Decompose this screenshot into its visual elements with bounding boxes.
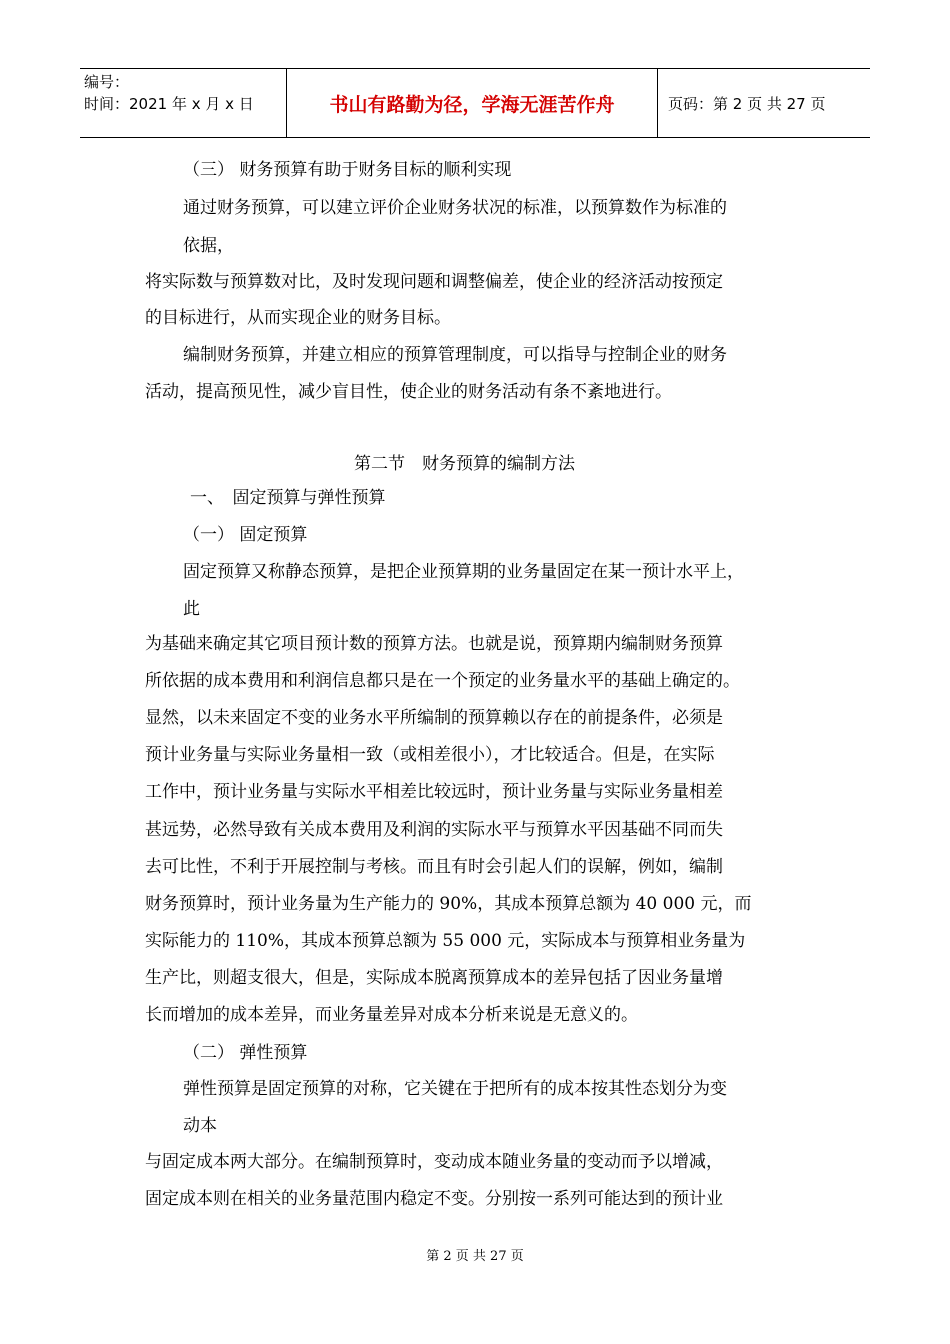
header-motto: 书山有路勤为径，学海无涯苦作舟	[287, 69, 658, 137]
paragraph-line: 所依据的成本费用和利润信息都只是在一个预定的业务量水平的基础上确定的。	[145, 671, 740, 691]
section-heading: 一、 固定预算与弹性预算	[190, 488, 386, 508]
paragraph-line: 依据，	[183, 236, 234, 256]
time-label: 时间：2021 年 x 月 x 日	[84, 95, 254, 113]
paragraph-line: 与固定成本两大部分。在编制预算时，变动成本随业务量的变动而予以增减，	[145, 1152, 723, 1172]
paragraph-line: 为基础来确定其它项目预计数的预算方法。也就是说，预算期内编制财务预算	[145, 634, 723, 654]
paragraph-line: 去可比性，不利于开展控制与考核。而且有时会引起人们的误解，例如，编制	[145, 857, 723, 877]
paragraph-line: 显然，以未来固定不变的业务水平所编制的预算赖以存在的前提条件，必须是	[145, 708, 723, 728]
paragraph-line: 实际能力的 110%，其成本预算总额为 55 000 元，实际成本与预算相业务量为	[145, 931, 746, 951]
subsection-heading: （一） 固定预算	[183, 525, 308, 545]
paragraph-line: 的目标进行，从而实现企业的财务目标。	[145, 308, 451, 328]
paragraph-line: 通过财务预算，可以建立评价企业财务状况的标准，以预算数作为标准的	[183, 198, 727, 218]
paragraph-line: 编制财务预算，并建立相应的预算管理制度，可以指导与控制企业的财务	[183, 345, 727, 365]
paragraph-line: 预计业务量与实际业务量相一致（或相差很小），才比较适合。但是，在实际	[145, 745, 715, 765]
header-page-info: 页码：第 2 页 共 27 页	[668, 94, 826, 113]
paragraph-line: 工作中，预计业务量与实际水平相差比较远时，预计业务量与实际业务量相差	[145, 782, 723, 802]
paragraph-line: 弹性预算是固定预算的对称，它关键在于把所有的成本按其性态划分为变	[183, 1079, 727, 1099]
section-heading: （三） 财务预算有助于财务目标的顺利实现	[183, 160, 512, 180]
paragraph-line: 长而增加的成本差异，而业务量差异对成本分析来说是无意义的。	[145, 1005, 638, 1025]
paragraph-line: 财务预算时，预计业务量为生产能力的 90%，其成本预算总额为 40 000 元，而	[145, 894, 752, 914]
code-label: 编号：	[84, 73, 130, 91]
document-header	[80, 68, 870, 138]
paragraph-line: 此	[183, 599, 200, 619]
chapter-title: 第二节 财务预算的编制方法	[354, 454, 575, 474]
paragraph-line: 固定成本则在相关的业务量范围内稳定不变。分别按一系列可能达到的预计业	[145, 1189, 723, 1209]
paragraph-line: 活动，提高预见性，减少盲目性，使企业的财务活动有条不紊地进行。	[145, 382, 672, 402]
header-meta	[80, 69, 287, 137]
paragraph-line: 生产比，则超支很大，但是，实际成本脱离预算成本的差异包括了因业务量增	[145, 968, 723, 988]
paragraph-line: 甚远势，必然导致有关成本费用及利润的实际水平与预算水平因基础不同而失	[145, 820, 723, 840]
paragraph-line: 固定预算又称静态预算，是把企业预算期的业务量固定在某一预计水平上，	[183, 562, 744, 582]
subsection-heading: （二） 弹性预算	[183, 1043, 308, 1063]
paragraph-line: 动本	[183, 1116, 217, 1136]
paragraph-line: 将实际数与预算数对比，及时发现问题和调整偏差，使企业的经济活动按预定	[145, 272, 723, 292]
page-footer: 第 2 页 共 27 页	[426, 1249, 524, 1264]
